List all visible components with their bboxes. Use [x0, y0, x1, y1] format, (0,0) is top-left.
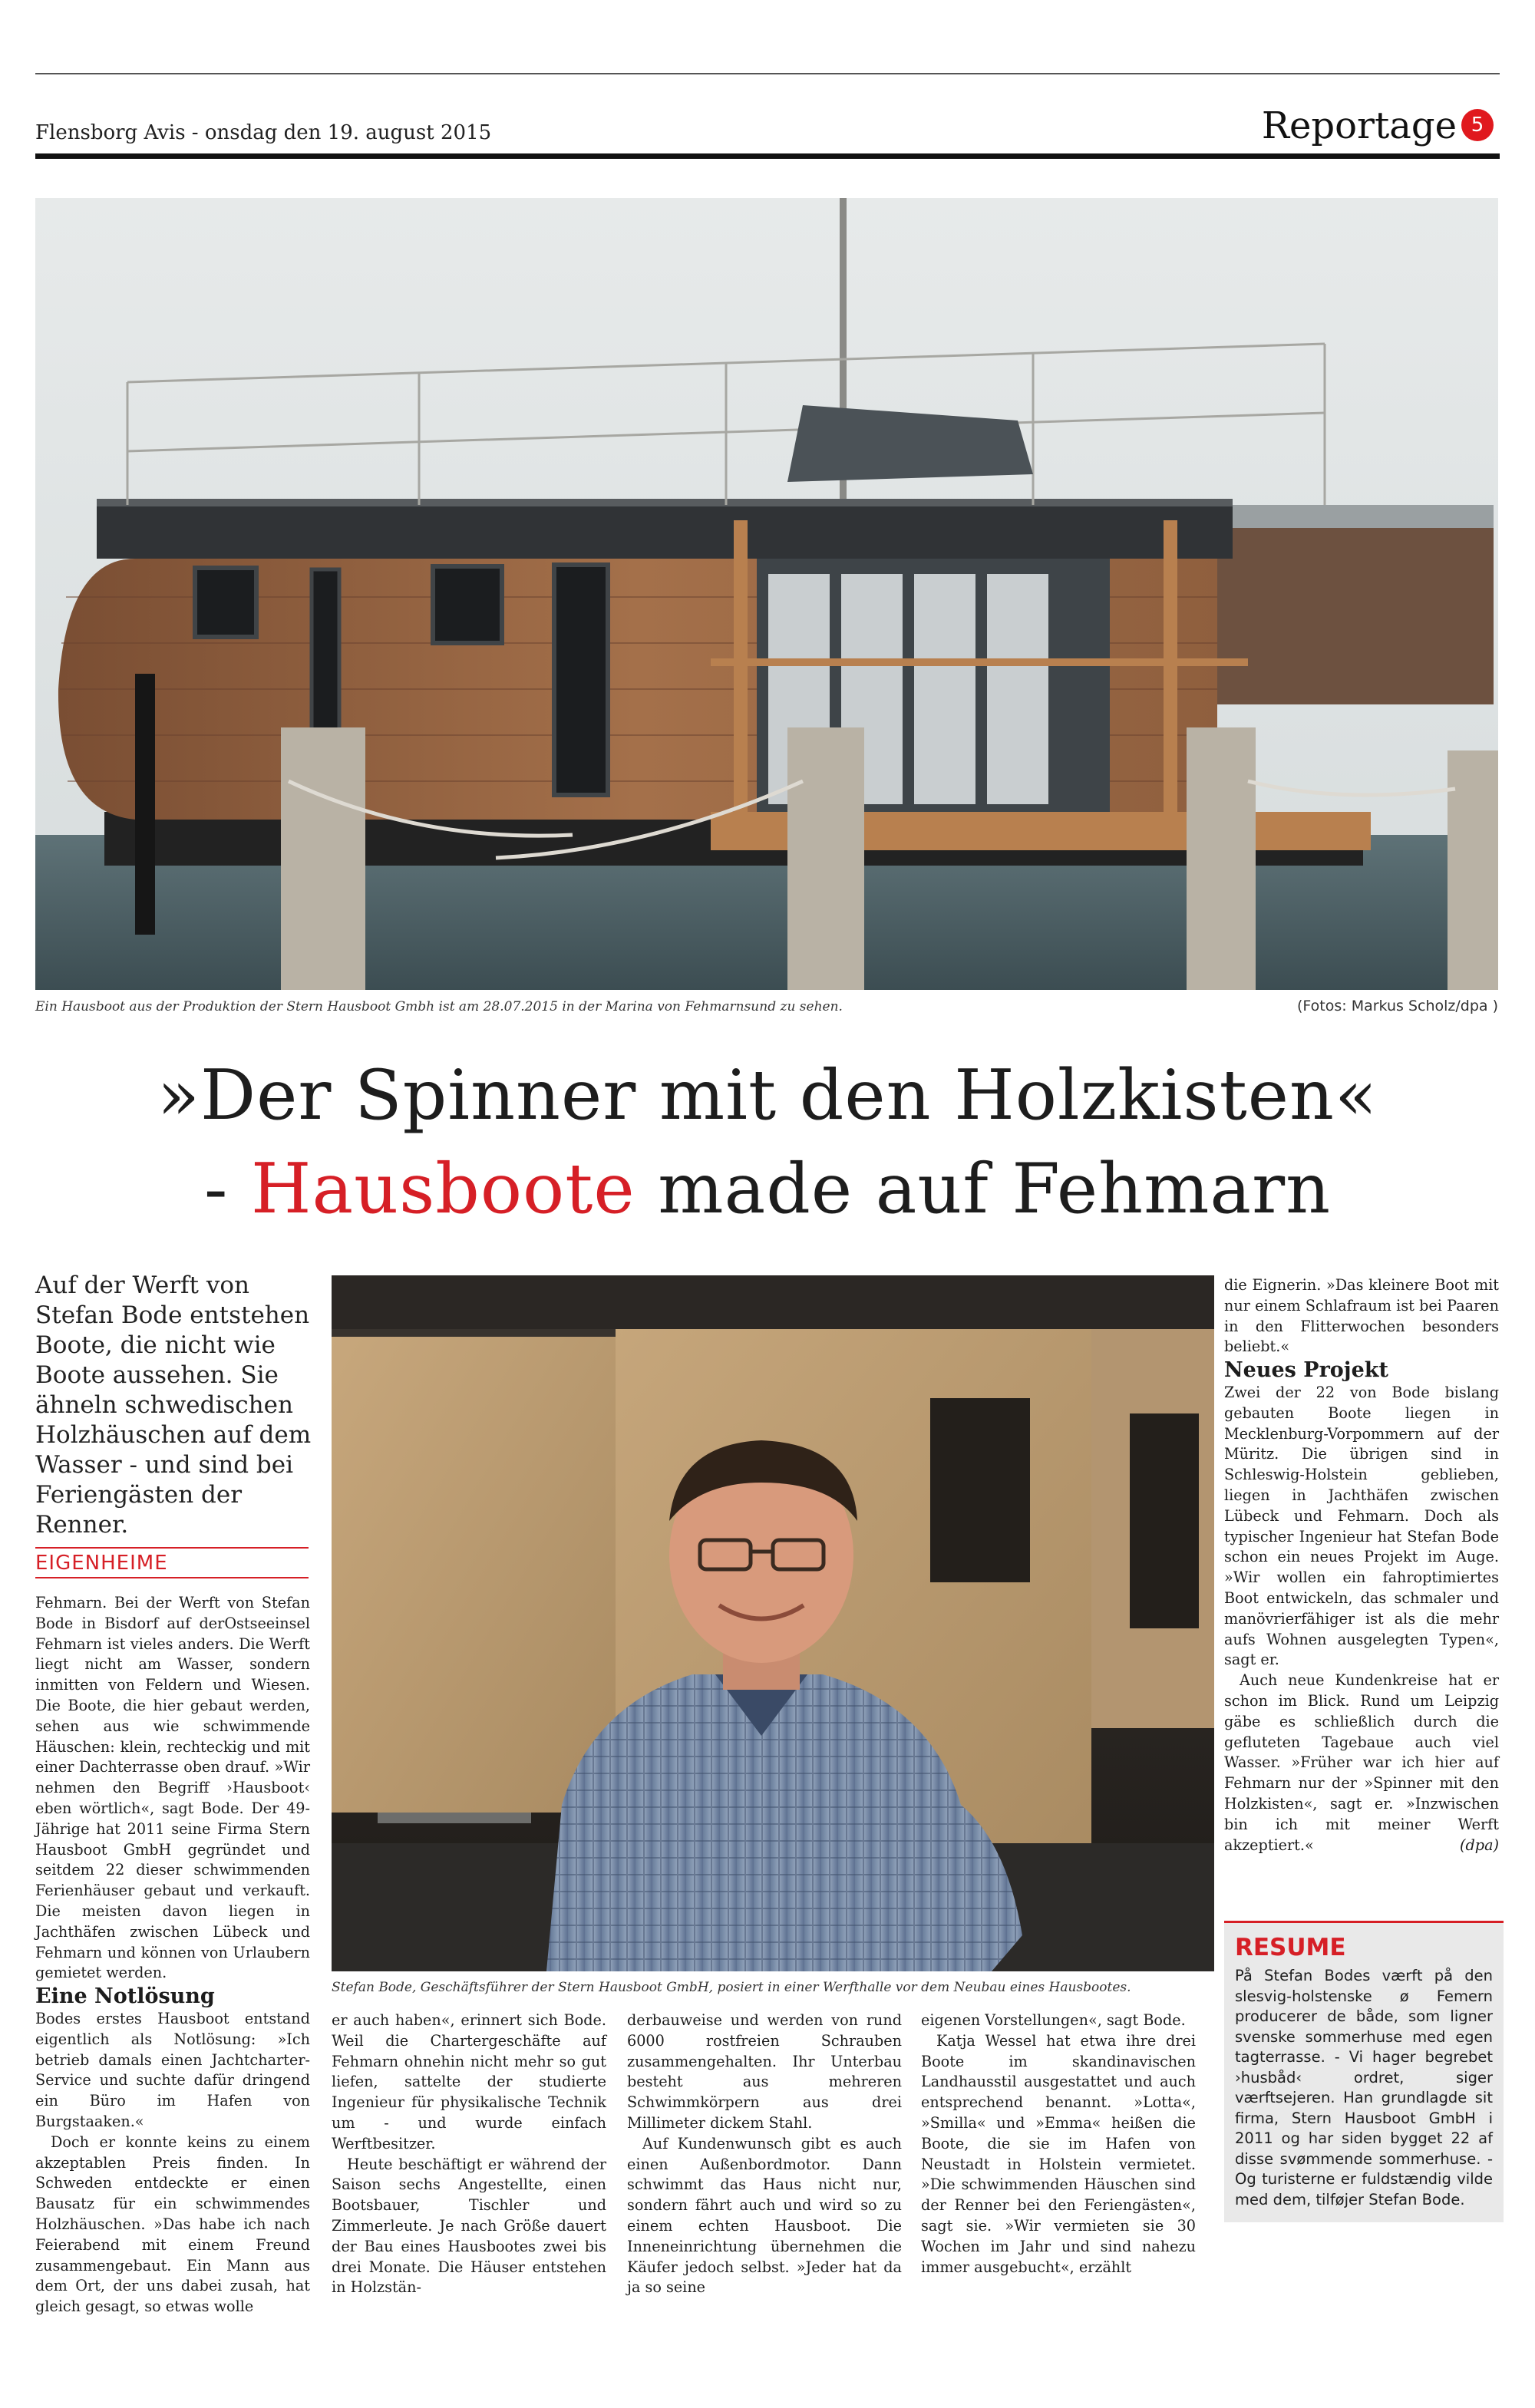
portrait-photo: [332, 1275, 1214, 1971]
photo2-caption: Stefan Bode, Geschäftsführer der Stern Hausboot GmbH, posiert in einer Werfthalle vor dem Neubau eines Hausbootes.: [332, 1980, 1131, 1995]
headline-highlight: Hausboote: [250, 1149, 635, 1229]
resume-title: RESUME: [1235, 1934, 1346, 1961]
article-paragraph: derbauweise und werden von rund 6000 rostfreien Schrauben zusammengehalten. Ihr Unterbau besteht aus mehreren Schwimmkörpern aus drei Millimeter dickem Stahl.: [627, 2011, 902, 2132]
page-number-badge: 5: [1461, 109, 1494, 141]
lead-paragraph: Auf der Werft von Stefan Bode entstehen Boote, die nicht wie Boote aussehen. Sie ähneln schwedischen Holzhäuschen auf dem Wasser - und sind bei Feriengästen der Renner.: [35, 1272, 312, 1539]
article-column-2: [332, 2011, 606, 2298]
article-column-4: [921, 2011, 1196, 2278]
subheading-neues-projekt: Neues Projekt: [1224, 1358, 1388, 1383]
article-paragraph: Heute beschäftigt er während der Saison sechs Angestellte, einen Bootsbauer, Tischler und Zimmerleute. Je nach Größe dauert der Bau eines Hausbootes zwei bis drei Monate. Die Häuser entstehen in Holzstän-: [332, 2155, 606, 2297]
article-column-1: [35, 1593, 310, 2317]
signature: (dpa): [1460, 1836, 1499, 1854]
headline-line-2: [0, 1151, 1535, 1227]
photo1-caption: Ein Hausboot aus der Produktion der Stern Hausboot Gmbh ist am 28.07.2015 in der Marina von Fehmarnsund zu sehen.: [35, 999, 843, 1014]
houseboat-photo: [35, 198, 1498, 990]
article-paragraph-text: Auch neue Kundenkreise hat er schon im Blick. Rund um Leipzig gäbe es schließlich durch die gefluteten Tagebaue auch viel Wasser. »Früher war ich hier auf Fehmarn nur der »Spinner mit den Holzkisten«, sagt er. »Inzwischen bin ich mit meiner Werft akzeptiert.«: [1224, 1671, 1499, 1854]
top-rule: [35, 73, 1500, 74]
article-column-5: [1224, 1275, 1499, 1855]
article-paragraph: er auch haben«, erinnert sich Bode. Weil die Chartergeschäfte auf Fehmarn ohnehin nicht mehr so gut liefen, sattelte der studierte Ingenieur für physikalische Technik um - und wurde einfach Werftbesitzer.: [332, 2011, 606, 2152]
header-rule: [35, 153, 1500, 159]
section-tag: EIGENHEIME: [35, 1547, 309, 1578]
photo-credit: (Fotos: Markus Scholz/dpa ): [1297, 998, 1498, 1014]
section-title: Reportage: [1261, 104, 1457, 147]
article-paragraph: die Eignerin. »Das kleinere Boot mit nur einem Schlafraum ist bei Paaren in den Flitterwochen besonders beliebt.«: [1224, 1276, 1499, 1356]
article-paragraph: Zwei der 22 von Bode bislang gebauten Boote liegen in Mecklenburg-Vorpommern auf der Müritz. Die übrigen sind in Schleswig-Holstein geblieben, liegen in Jachthäfen zwischen Lübeck und Fehmarn. Doch als typischer Ingenieur hat Stefan Bode schon ein neues Projekt im Auge. »Wir wollen ein fahroptimiertes Boot entwickeln, das schmaler und manövrierfähiger ist als die mehr aufs Wohnen ausgelegten Typen«, sagt er.: [1224, 1383, 1499, 1669]
article-paragraph: [1224, 1671, 1499, 1855]
article-column-3: [627, 2011, 902, 2298]
resume-body: På Stefan Bodes værft på den slesvig-holstenske ø Femern producerer de både, som ligner svenske sommerhuse med egen tagterrasse. - Vi hager begrebet ›husbåd‹ ordret, siger værftsejeren. Han grundlagde sit firma, Stern Hausboot GmbH i 2011 og har siden bygget 22 af disse svømmende sommerhuse. - Og turisterne er fuldstændig vilde med dem, tilføjer Stefan Bode.: [1235, 1967, 1493, 2208]
article-paragraph: Doch er konnte keins zu einem akzeptablen Preis finden. In Schweden entdeckte er einen Bausatz für ein schwimmendes Holzhäuschen. »Das habe ich nach Feierabend mit einem Freund zusammengebaut. Ein Mann aus dem Ort, der uns dabei zusah, hat gleich gesagt, so etwas wolle: [35, 2133, 310, 2316]
article-paragraph: Bodes erstes Hausboot entstand eigentlich als Notlösung: »Ich betrieb damals einen Jachtcharter-Service und suchte dafür dringend ein Büro im Hafen von Burgstaaken.«: [35, 2009, 310, 2130]
article-paragraph: Auf Kundenwunsch gibt es auch einen Außenbordmotor. Dann schwimmt das Haus nicht nur, sondern fährt auch und wird so zu einem echten Hausboot. Die Inneneinrichtung übernehmen die Käufer jedoch selbst. »Jeder hat da ja so seine: [627, 2134, 902, 2297]
resume-box: [1224, 1921, 1504, 2222]
article-paragraph: eigenen Vorstellungen«, sagt Bode.: [921, 2011, 1186, 2029]
headline-prefix: -: [203, 1149, 251, 1229]
headline-rest: made auf Fehmarn: [635, 1149, 1332, 1229]
subheading-eine-notloesung: Eine Notlösung: [35, 1984, 215, 2009]
article-paragraph: Fehmarn. Bei der Werft von Stefan Bode in Bisdorf auf derOstseeinsel Fehmarn ist vieles anders. Die Werft liegt nicht am Wasser, sondern inmitten von Feldern und Wiesen. Die Boote, die hier gebaut werden, sehen aus wie schwimmende Häuschen: klein, rechteckig und mit einer Dachterrasse oben drauf. »Wir nehmen den Begriff ›Hausboot‹ eben wörtlich«, sagt Bode. Der 49-Jährige hat 2011 seine Firma Stern Hausboot GmbH gegründet und seitdem 22 dieser schwimmenden Ferienhäuser gebaut und verkauft. Die meisten davon liegen in Jachthäfen zwischen Lübeck und Fehmarn und können von Urlaubern gemietet werden.: [35, 1594, 310, 1982]
article-paragraph: Katja Wessel hat etwa ihre drei Boote im skandinavischen Landhausstil ausgestattet und auch entsprechend benannt. »Lotta«, »Smilla« und »Emma« heißen die Boote, die sie im Hafen von Neustadt in Holstein vermietet. »Die schwimmenden Häuschen sind der Renner bei den Feriengästen«, sagt sie. »Wir vermieten sie 30 Wochen im Jahr und sind nahezu immer ausgebucht«, erzählt: [921, 2031, 1196, 2276]
headline-line-1: »Der Spinner mit den Holzkisten«: [157, 1055, 1378, 1136]
paper-and-date: Flensborg Avis - onsdag den 19. august 2015: [35, 121, 492, 144]
